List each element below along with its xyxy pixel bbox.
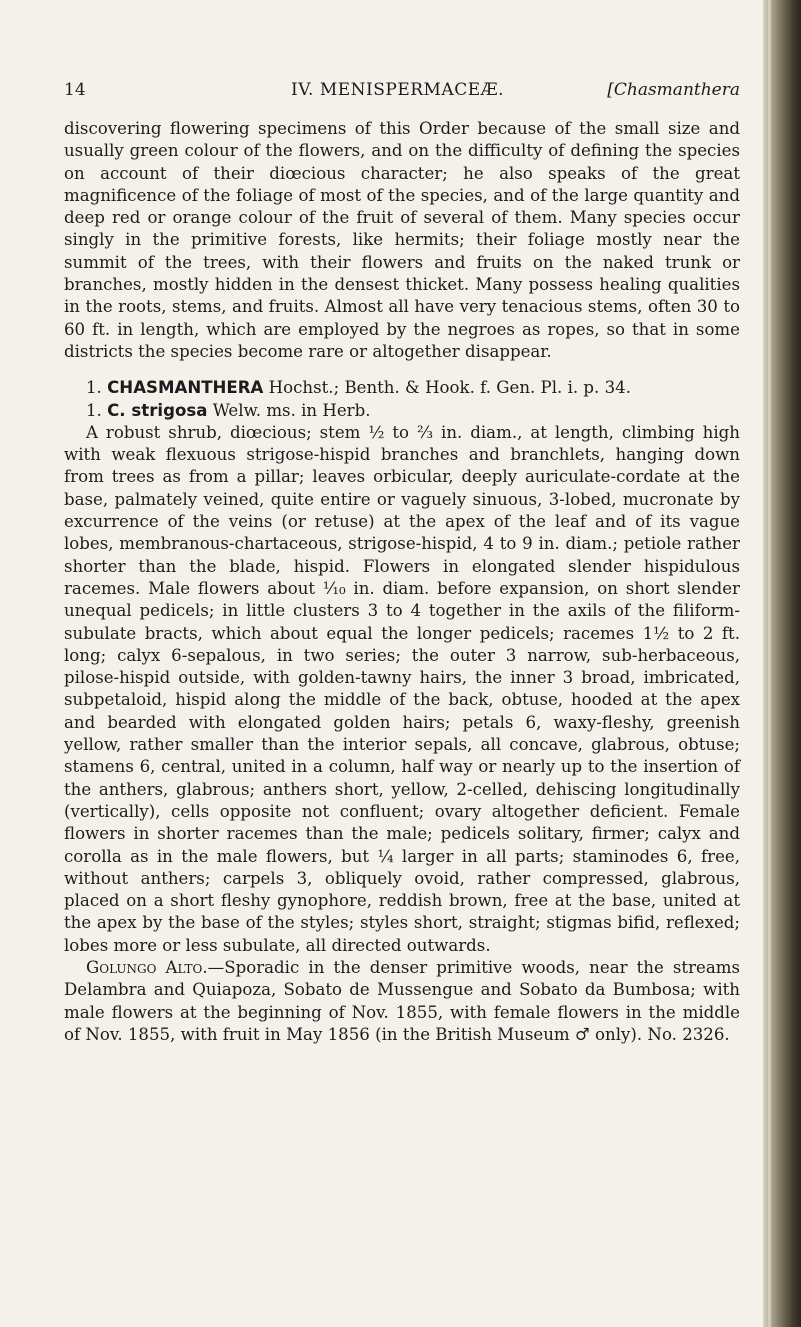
page-header (64, 80, 740, 102)
intro-paragraph: discovering flowering specimens of this Order because of the small size and usually green colour of the flowers, and on the difficulty of defining the species on account of their diœcious character; he also speaks of the great magnificence of the foliage of most of the species, and of the large quantity and deep red or orange colour of the fruit of several of them. Many species occur singly in the primitive forests, like hermits; their foliage mostly near the summit of the trees, with their flowers and fruits on the naked trunk or branches, mostly hidden in the densest thicket. Many possess healing qualities in the roots, stems, and fruits. Almost all have very tenacious stems, often 30 to 60 ft. in length, which are employed by the negroes as ropes, so that in some districts the species become rare or altogether disappear. (64, 119, 740, 361)
locality-place: Golungo Alto. (86, 957, 208, 977)
locality-text: —Sporadic in the denser primitive woods, near the streams Delambra and Quiapoza, Sobato de Mussengue and Sobato da Bumbosa; with male flowers at the beginning of Nov. 1855, with female flowers in the middle of Nov. 1855, with fruit in May 1856 (in the British Museum ♂ only). No. 2326. (64, 957, 740, 1044)
species-authority: Welw. ms. in Herb. (212, 400, 371, 420)
body-text (64, 118, 740, 1046)
page-number: 14 (64, 80, 86, 100)
running-genus: [Chasmanthera (607, 80, 740, 100)
genus-heading (64, 377, 740, 399)
species-number: 1. (86, 400, 102, 420)
genus-name: CHASMANTHERA (107, 378, 264, 398)
species-heading (64, 400, 740, 422)
species-description: A robust shrub, diœcious; stem ½ to ⅔ in. diam., at length, climbing high with weak flexuous strigose-hispid branches and branchlets, hanging down from trees as from a pillar; leaves orbicular, deeply auriculate-cordate at the base, palmately veined, quite entire or vaguely sinuous, 3-lobed, mucronate by excurrence of the veins (or retuse) at the apex of the leaf and of its vague lobes, membranous-chartaceous, strigose-hispid, 4 to 9 in. diam.; petiole rather shorter than the blade, hispid. Flowers in elongated slender hispidulous racemes. Male flowers about ¹⁄₁₀ in. diam. before expansion, on short slender unequal pedicels; in little clusters 3 to 4 together in the axils of the filiform-subulate bracts, which about equal the longer pedicels; racemes 1½ to 2 ft. long; calyx 6-sepalous, in two series; the outer 3 narrow, sub-herbaceous, pilose-hispid outside, with golden-tawny hairs, the inner 3 broad, imbricated, subpetaloid, hispid along the middle of the back, obtuse, hooded at the apex and bearded with elongated golden hairs; petals 6, waxy-fleshy, greenish yellow, rather smaller than the interior sepals, all concave, glabrous, obtuse; stamens 6, central, united in a column, half way or nearly up to the insertion of the anthers, glabrous; anthers short, yellow, 2-celled, dehiscing longitudinally (vertically), cells opposite not confluent; ovary altogether deficient. Female flowers in shorter racemes than the male; pedicels solitary, firmer; calyx and corolla as in the male flowers, but ¼ larger in all parts; staminodes 6, free, without anthers; carpels 3, obliquely ovoid, rather compressed, glabrous, placed on a short fleshy gynophore, reddish brown, free at the base, united at the apex by the base of the styles; styles short, straight; stigmas bifid, reflexed; lobes more or less subulate, all directed outwards. (64, 422, 740, 955)
species-name: C. strigosa (107, 400, 208, 420)
running-title: IV. MENISPERMACEÆ. (291, 80, 505, 100)
page-edge-highlight (768, 0, 771, 1327)
locality-paragraph (64, 957, 740, 1046)
genus-authority: Hochst.; Benth. & Hook. f. Gen. Pl. i. p. 34. (268, 378, 631, 398)
genus-number: 1. (86, 378, 102, 398)
